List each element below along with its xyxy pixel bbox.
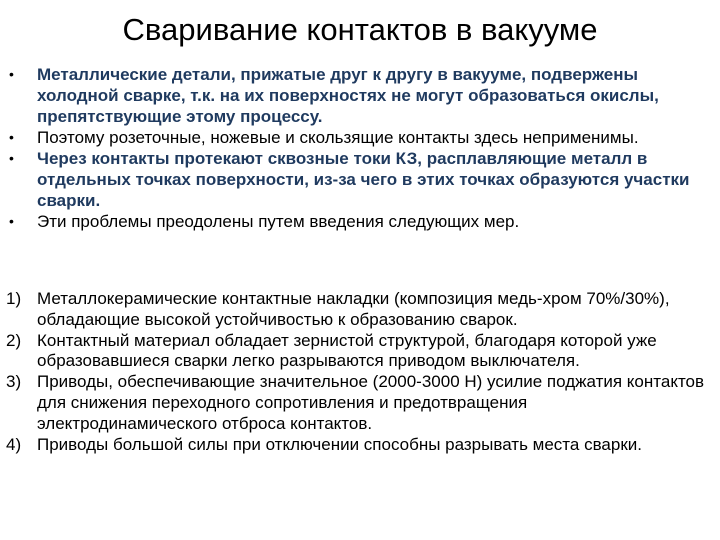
bullet-item: [0, 127, 720, 148]
bullet-marker: •: [9, 150, 14, 166]
bullet-marker: •: [9, 66, 14, 82]
bullet-item: [0, 148, 720, 211]
bullet-text: Поэтому розеточные, ножевые и скользящие контакты здесь неприменимы.: [37, 128, 639, 147]
measure-item: [0, 289, 720, 331]
bullet-list: [0, 64, 720, 232]
measure-item: [0, 372, 720, 434]
measure-item: [0, 435, 720, 456]
measures-list: [0, 289, 720, 455]
bullet-item: [0, 64, 720, 127]
slide-title: Сваривание контактов в вакууме: [122, 12, 598, 47]
measure-number: 3): [6, 372, 22, 392]
bullet-text: Эти проблемы преодолены путем введения следующих мер.: [37, 212, 520, 231]
bullet-item: [0, 211, 720, 232]
measure-text: Приводы, обеспечивающие значительное (2000-3000 Н) усилие поджатия контактов для снижения переходного сопротивления и предотвращения электродинамического отброса контактов.: [37, 372, 705, 433]
measure-number: 4): [6, 434, 22, 454]
measure-text: Контактный материал обладает зернистой структурой, благодаря которой уже образовавшиеся сварки легко разрываются приводом выключателя.: [37, 330, 657, 371]
bullet-text: Металлические детали, прижатые друг к другу в вакууме, подвержены холодной сварке, т.к. на их поверхностях не могут образоваться окислы, препятствующие этому процессу.: [37, 65, 659, 126]
measure-text: Приводы большой силы при отключении способны разрывать места сварки.: [37, 434, 642, 454]
bullet-marker: •: [9, 213, 14, 229]
measure-text: Металлокерамические контактные накладки (композиция медь-хром 70%/30%), обладающие высокой устойчивостью к образованию сварок.: [37, 289, 670, 329]
measure-number: 2): [6, 330, 22, 350]
measure-number: 1): [6, 289, 22, 308]
measure-item: [0, 331, 720, 373]
bullet-marker: •: [9, 129, 14, 145]
bullet-text: Через контакты протекают сквозные токи КЗ, расплавляющие металл в отдельных точках поверхности, из-за чего в этих точках образуются участки сварки.: [37, 149, 690, 210]
